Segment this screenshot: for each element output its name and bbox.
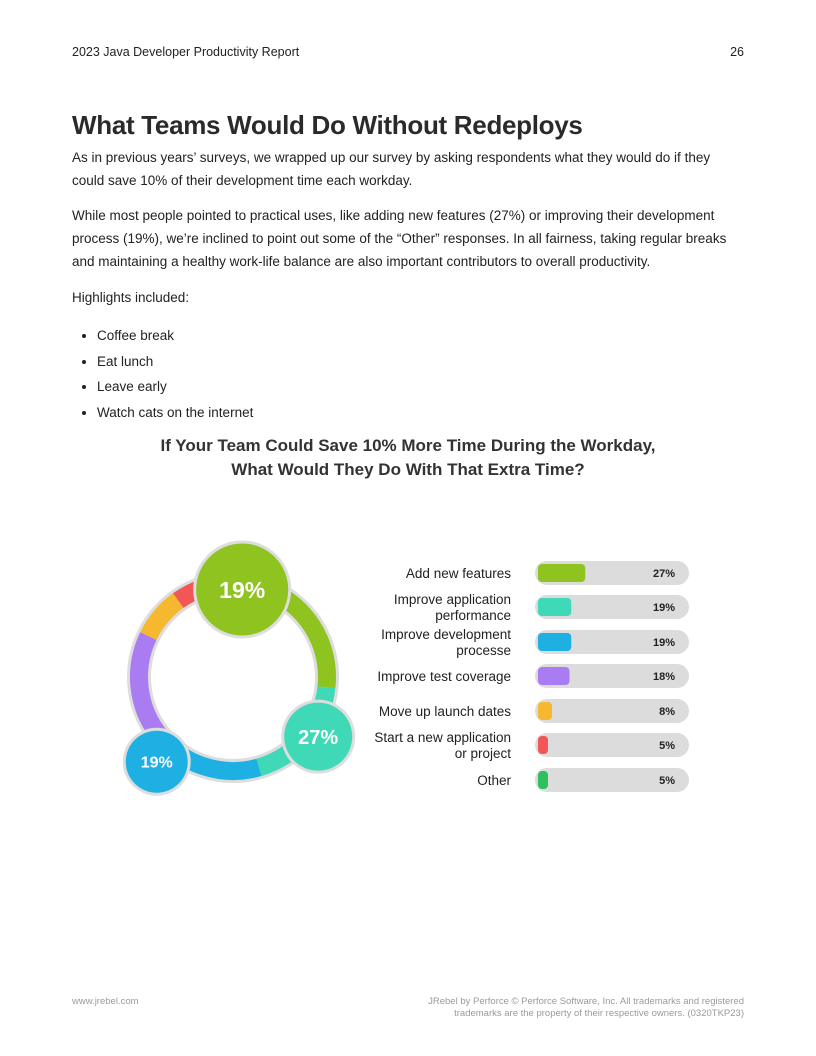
survey-chart bbox=[0, 500, 816, 840]
bar-value-label: 19% bbox=[652, 602, 675, 614]
bar bbox=[538, 564, 585, 582]
bar-category-label: Improve test coverage bbox=[377, 669, 511, 684]
bar bbox=[538, 771, 548, 789]
bar bbox=[538, 633, 571, 651]
bar-category-label: Other bbox=[477, 773, 511, 788]
list-item: • Eat lunch bbox=[97, 349, 253, 375]
footer-legal bbox=[384, 996, 744, 1020]
footer-legal-line-2: trademarks are the property of their respective owners. (0320TKP23) bbox=[454, 1008, 744, 1019]
highlights-list bbox=[72, 323, 253, 425]
bar-category-label: or project bbox=[454, 746, 511, 761]
chart-title-line-2: What Would They Do With That Extra Time? bbox=[231, 460, 585, 479]
callout-label: 19% bbox=[140, 754, 173, 772]
report-title: 2023 Java Developer Productivity Report bbox=[72, 45, 300, 59]
bar-value-label: 8% bbox=[659, 706, 675, 718]
donut-chart bbox=[123, 540, 355, 795]
chart-title bbox=[108, 434, 708, 482]
section-heading: What Teams Would Do Without Redeploys bbox=[72, 110, 583, 140]
bar bbox=[538, 702, 552, 720]
footer-website: www.jrebel.com bbox=[72, 996, 139, 1007]
body-paragraph: While most people pointed to practical uses, like adding new features (27%) or improving their development process (19%), we’re inclined to point out some of the “Other” responses. In all fairness, taking regular breaks and maintaining a healthy work-life balance are also important contributors to overall productivity. bbox=[72, 208, 727, 269]
bar-category-label: Improve development bbox=[381, 627, 511, 642]
chart-title-line-1: If Your Team Could Save 10% More Time During the Workday, bbox=[160, 436, 656, 455]
bar-category-label: processe bbox=[456, 643, 511, 658]
bar-category-label: performance bbox=[435, 608, 511, 623]
bar-value-label: 5% bbox=[659, 740, 675, 752]
footer-legal-line-1: JRebel by Perforce © Perforce Software, Inc. All trademarks and registered bbox=[428, 996, 744, 1007]
bar-category-label: Start a new application bbox=[374, 730, 511, 745]
callout-label: 19% bbox=[219, 576, 266, 603]
list-item: • Coffee break bbox=[97, 323, 253, 349]
bar bbox=[538, 598, 571, 616]
list-item: • Leave early bbox=[97, 374, 253, 400]
bar-value-label: 19% bbox=[652, 637, 675, 649]
intro-paragraph: As in previous years’ surveys, we wrapped up our survey by asking respondents what they would do if they could save 10% of their development time each workday. bbox=[72, 150, 711, 188]
bar-category-label: Add new features bbox=[405, 566, 511, 581]
bar-value-label: 27% bbox=[652, 568, 675, 580]
bar-value-label: 5% bbox=[659, 775, 675, 787]
callout-label: 27% bbox=[298, 726, 339, 749]
bar-chart bbox=[374, 561, 689, 792]
list-item: • Watch cats on the internet bbox=[97, 400, 253, 426]
bar-value-label: 18% bbox=[652, 671, 675, 683]
bar bbox=[538, 667, 570, 685]
bar-category-label: Move up launch dates bbox=[378, 704, 511, 719]
bar bbox=[538, 736, 548, 754]
page-number: 26 bbox=[730, 45, 744, 59]
highlights-lead: Highlights included: bbox=[72, 290, 190, 305]
bar-category-label: Improve application bbox=[393, 592, 511, 607]
